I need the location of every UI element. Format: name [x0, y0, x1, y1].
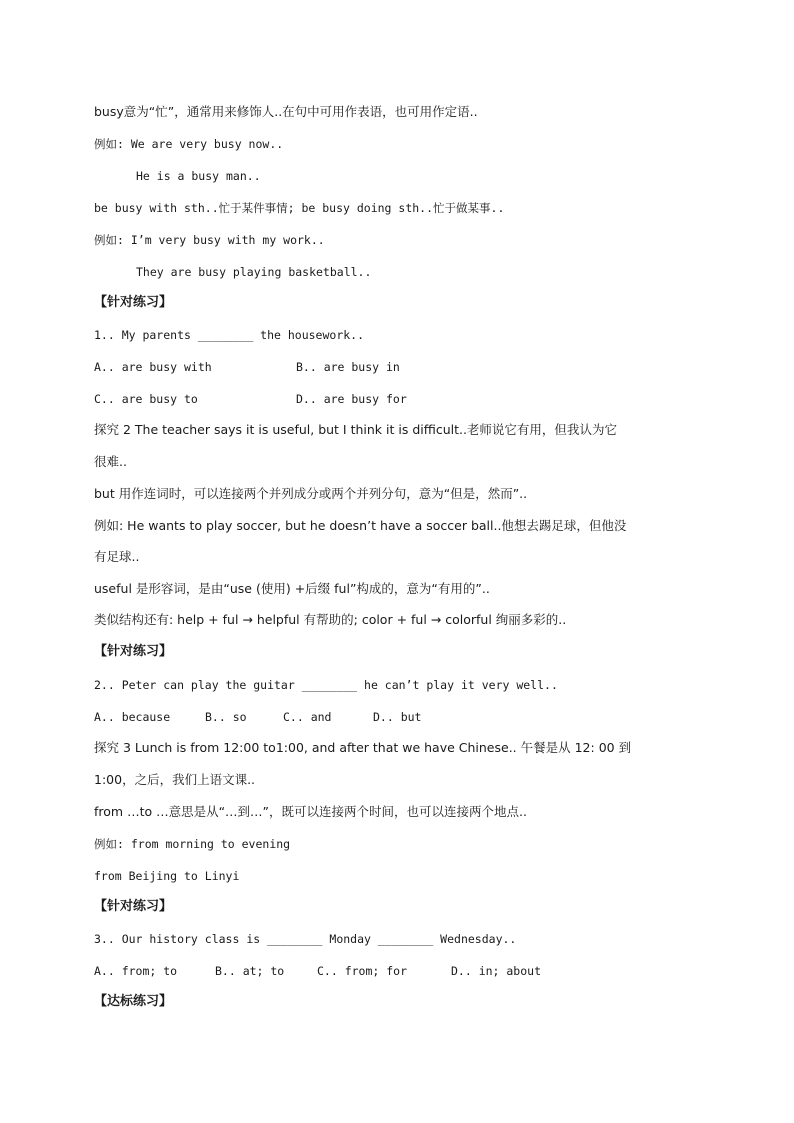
dabiao-heading: 【达标练习】	[94, 994, 173, 1009]
q1-option-b: B.. are busy in	[296, 360, 400, 374]
q1-option-c: C.. are busy to	[94, 392, 198, 406]
busy-example-3: 例如: I’m very busy with my work..	[94, 233, 325, 247]
tanjiu-3-line-1: 探究 3 Lunch is from 12:00 to1:00, and after that we have Chinese.. 午餐是从 12: 00 到	[94, 740, 632, 755]
q2-option-a: A.. because	[94, 710, 171, 724]
q3-option-a: A.. from; to	[94, 964, 178, 978]
tanjiu-3-line-2: 1:00，之后，我们上语文课..	[94, 772, 256, 787]
useful-definition: useful 是形容词，是由“use (使用) +后缀 ful”构成的，意为“有用的”..	[94, 581, 490, 596]
practice-heading-1: 【针对练习】	[94, 295, 173, 310]
but-definition: but 用作连词时，可以连接两个并列成分或两个并列分句，意为“但是，然而”..	[94, 486, 528, 501]
but-example-line-2: 有足球..	[94, 549, 140, 564]
question-3: 3.. Our history class is ________ Monday ________ Wednesday..	[94, 932, 517, 946]
tanjiu-2-line-2: 很难..	[94, 454, 127, 469]
busy-example-1: 例如: We are very busy now..	[94, 137, 284, 151]
q2-option-b: B.. so	[205, 710, 247, 724]
busy-example-2: He is a busy man..	[136, 169, 261, 183]
q3-option-d: D.. in; about	[451, 964, 542, 978]
from-to-example-1: 例如: from morning to evening	[94, 837, 291, 851]
q3-option-b: B.. at; to	[215, 964, 285, 978]
but-example-line-1: 例如: He wants to play soccer, but he doesn’t have a soccer ball..他想去踢足球，但他没	[94, 518, 627, 533]
busy-definition: busy意为“忙”，通常用来修饰人..在句中可用作表语，也可用作定语..	[94, 104, 478, 119]
tanjiu-2-line-1: 探究 2 The teacher says it is useful, but I think it is difficult..老师说它有用，但我认为它	[94, 422, 617, 437]
q3-option-c: C.. from; for	[317, 964, 408, 978]
similar-structures: 类似结构还有: help + ful → helpful 有帮助的; color + ful → colorful 绚丽多彩的..	[94, 612, 567, 627]
busy-example-4: They are busy playing basketball..	[136, 265, 372, 279]
q2-option-c: C.. and	[283, 710, 332, 724]
from-to-example-2: from Beijing to Linyi	[94, 869, 240, 883]
practice-heading-2: 【针对练习】	[94, 644, 173, 659]
from-to-definition: from …to …意思是从“…到…”，既可以连接两个时间，也可以连接两个地点..	[94, 804, 527, 819]
question-1: 1.. My parents ________ the housework..	[94, 328, 365, 342]
q1-option-a: A.. are busy with	[94, 360, 212, 374]
busy-phrases: be busy with sth..忙于某件事情; be busy doing sth..忙于做某事..	[94, 201, 505, 215]
q1-option-d: D.. are busy for	[296, 392, 407, 406]
question-2: 2.. Peter can play the guitar ________ he can’t play it very well..	[94, 678, 558, 692]
practice-heading-3: 【针对练习】	[94, 899, 173, 914]
q2-option-d: D.. but	[373, 710, 422, 724]
